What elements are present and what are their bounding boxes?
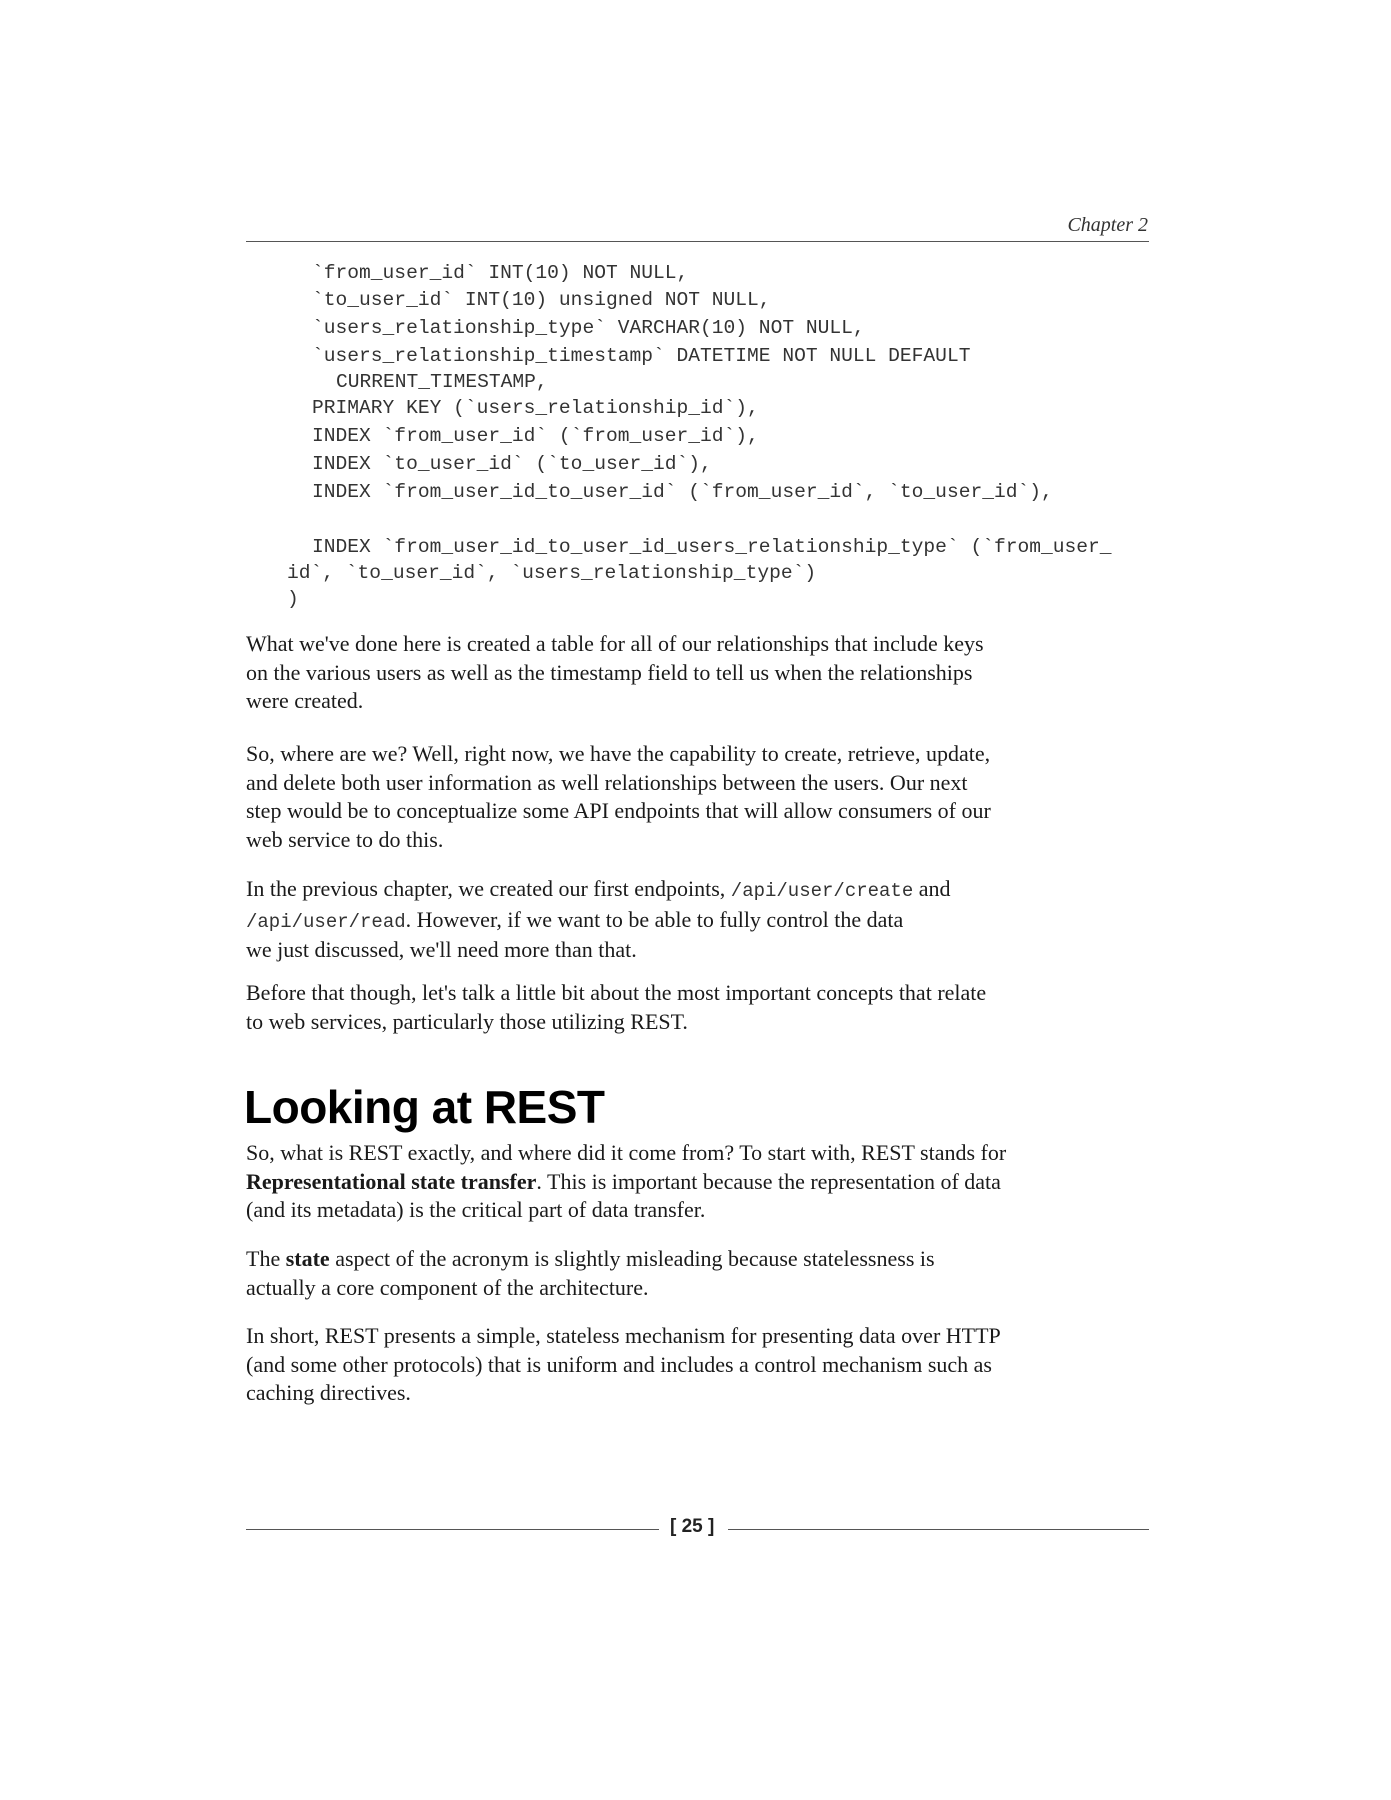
inline-code: /api/user/create: [730, 880, 914, 902]
text-line: (and some other protocols) that is uniform and includes a control mechanism such as: [246, 1351, 992, 1377]
code-line: id`, `to_user_id`, `users_relationship_type`): [287, 562, 817, 584]
text-line: web service to do this.: [246, 826, 444, 852]
paragraph-in-short: [246, 1322, 1001, 1408]
code-line: CURRENT_TIMESTAMP,: [336, 371, 548, 393]
code-line: INDEX `from_user_id` (`from_user_id`),: [312, 425, 759, 447]
paragraph-endpoints: [246, 875, 951, 965]
code-line: INDEX `to_user_id` (`to_user_id`),: [312, 453, 712, 475]
section-heading: Looking at REST: [244, 1081, 605, 1133]
text-run: . This is important because the representation of data: [536, 1168, 1001, 1194]
text-line: to web services, particularly those utilizing REST.: [246, 1008, 688, 1034]
page-number: [ 25 ]: [670, 1516, 715, 1537]
text-line: we just discussed, we'll need more than that.: [246, 937, 637, 962]
text-line: on the various users as well as the timestamp field to tell us when the relationships: [246, 659, 973, 685]
code-line: `users_relationship_type` VARCHAR(10) NOT NULL,: [312, 317, 865, 339]
paragraph-what-is-rest: [246, 1139, 1006, 1225]
text-line: So, where are we? Well, right now, we have the capability to create, retrieve, update,: [246, 741, 991, 766]
text-run: In the previous chapter, we created our first endpoints,: [246, 876, 731, 901]
footer-rule-right: [728, 1529, 1149, 1530]
text-line: and delete both user information as well relationships between the users. Our next: [246, 769, 968, 795]
bold-term: state: [285, 1246, 330, 1271]
paragraph-state: [246, 1245, 935, 1302]
code-line: INDEX `from_user_id_to_user_id_users_relationship_type` (`from_user_: [312, 536, 1112, 558]
inline-code: /api/user/read: [246, 910, 406, 933]
text-line: were created.: [246, 688, 364, 713]
chapter-header: Chapter 2: [1067, 214, 1148, 236]
code-line: ): [287, 588, 299, 610]
text-run: The: [246, 1246, 286, 1271]
bold-term: Representational state transfer: [246, 1168, 537, 1194]
text-line: step would be to conceptualize some API endpoints that will allow consumers of our: [246, 798, 991, 823]
text-line: Before that though, let's talk a little bit about the most important concepts that relate: [246, 980, 987, 1005]
text-line: So, what is REST exactly, and where did it come from? To start with, REST stands for: [246, 1140, 1007, 1165]
text-line: actually a core component of the architecture.: [246, 1274, 649, 1300]
paragraph-where-are-we: [246, 740, 991, 854]
text-run: and: [913, 876, 951, 901]
code-line: `users_relationship_timestamp` DATETIME NOT NULL DEFAULT: [312, 345, 971, 367]
footer-rule-left: [246, 1529, 659, 1530]
text-line: (and its metadata) is the critical part of data transfer.: [246, 1197, 706, 1222]
text-line: What we've done here is created a table for all of our relationships that include keys: [246, 631, 984, 656]
code-line: `from_user_id` INT(10) NOT NULL,: [312, 262, 689, 284]
header-rule: [246, 241, 1149, 242]
code-line: `to_user_id` INT(10) unsigned NOT NULL,: [312, 289, 771, 311]
code-line: PRIMARY KEY (`users_relationship_id`),: [312, 397, 759, 419]
code-line: INDEX `from_user_id_to_user_id` (`from_user_id`, `to_user_id`),: [312, 481, 1053, 503]
text-line: caching directives.: [246, 1380, 411, 1405]
text-line: In short, REST presents a simple, stateless mechanism for presenting data over HTTP: [246, 1323, 1001, 1348]
paragraph-before-that: [246, 979, 986, 1036]
text-run: . However, if we want to be able to fully control the data: [405, 906, 904, 932]
text-run: aspect of the acronym is slightly misleading because statelessness is: [329, 1246, 935, 1271]
paragraph-relationships-table: [246, 630, 984, 716]
